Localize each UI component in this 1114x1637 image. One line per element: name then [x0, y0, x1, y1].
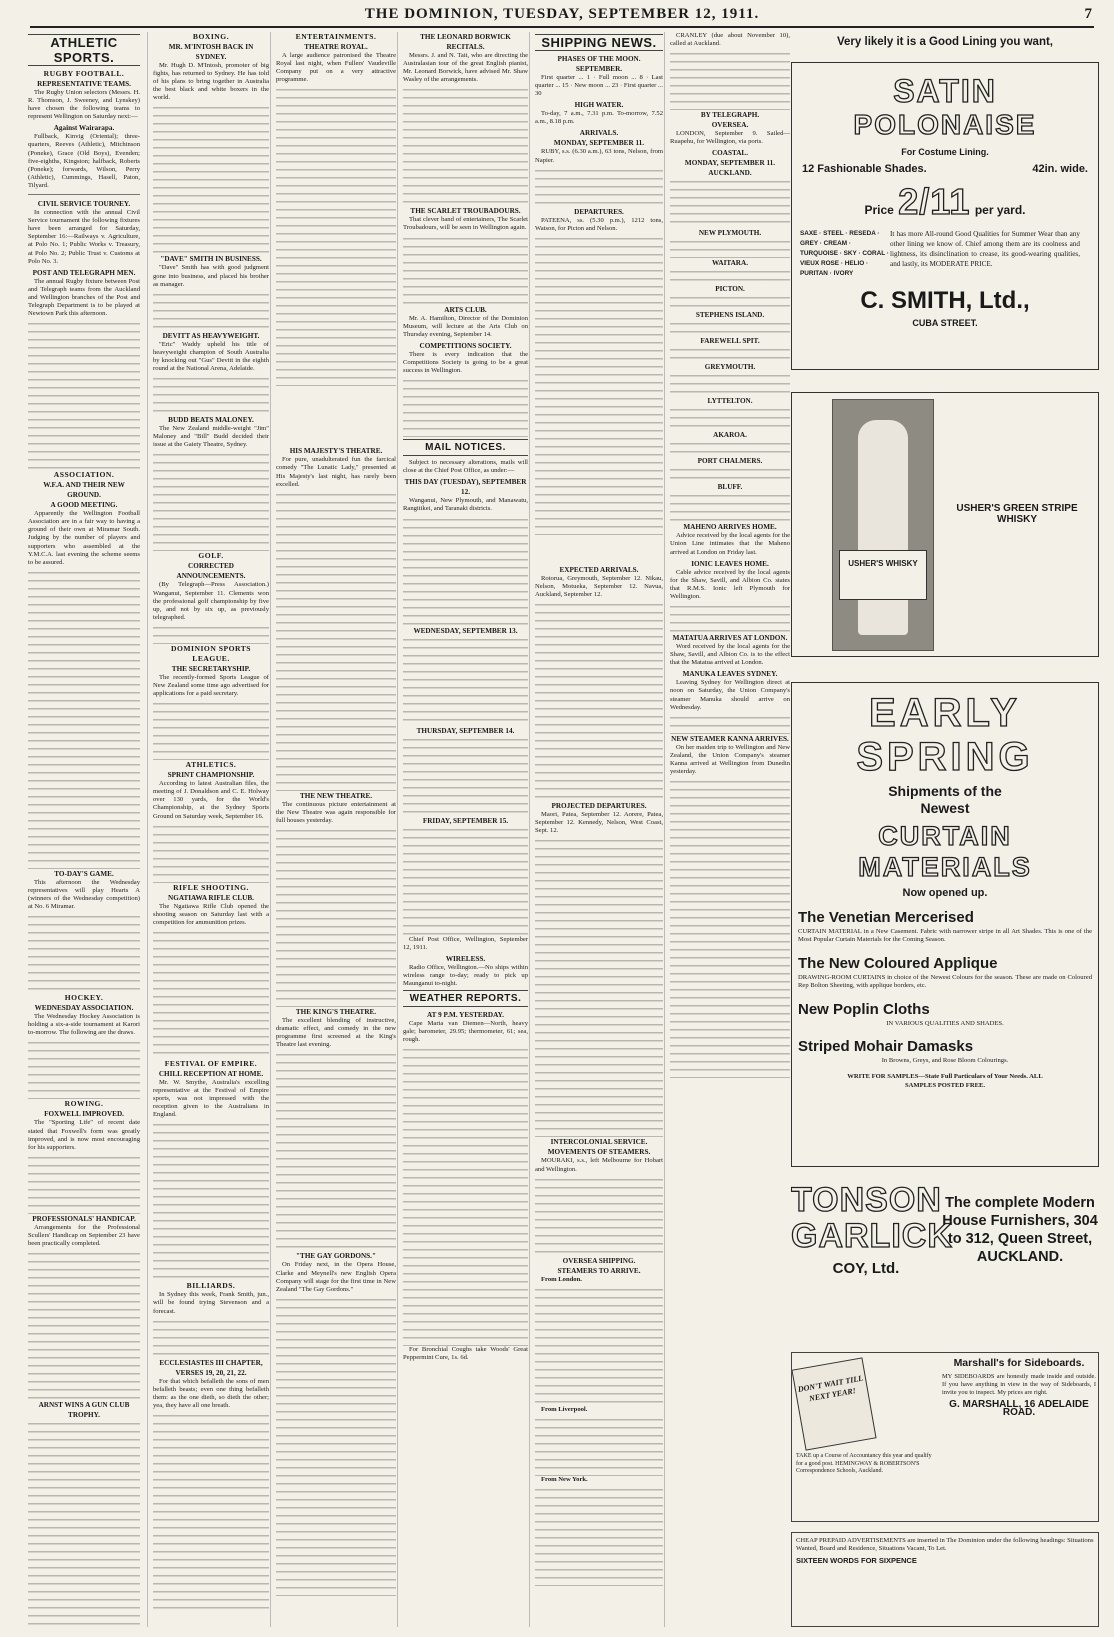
article-text: RUBY, s.s. (6.30 a.m.), 63 tons, Nelson, from Napier.	[535, 148, 663, 164]
ad-blurb: It has more All-round Good Qualities for Summer Wear than any other lining we know of. Chief among them are its coolness and lightness, its disinclination to crease, its good-wearing qualities, and lastly, its MODERATE PRICE.	[890, 230, 1080, 268]
text-block	[153, 1318, 269, 1358]
text-block	[670, 466, 790, 482]
text-block	[153, 291, 269, 331]
heading-theatre-royal: THEATRE ROYAL.	[304, 43, 368, 51]
subheading-port: STEPHENS ISLAND.	[695, 311, 765, 320]
article-text: CRANLEY (due about November 10), called at Auckland.	[670, 32, 790, 48]
article-text: According to latest Australian files, the meeting of J. Donaldson and C. E. Holway over 130 yards, for the World's Championship, at the Sydney Sports Ground on Saturday week, September 16.	[153, 780, 269, 820]
heading-at-9pm: AT 9 P.M. YESTERDAY.	[427, 1010, 504, 1019]
article-text: Advice received by the local agents for the Union Line intimates that the Maheno arrived at London on Friday last.	[670, 532, 790, 556]
subheading-origin: From New York.	[541, 1475, 588, 1483]
article-text: Mr. Hugh D. M'Intosh, promoter of big fights, has returned to Sydney. He has told of his plans to bring together in Australia the best black and white boxers in the world.	[153, 62, 269, 102]
ad-early: EARLY	[869, 691, 1021, 735]
text-block	[670, 346, 790, 362]
article-text: Leaving Sydney for Wellington direct at noon on Saturday, the Union Company's steamer Manuka should arrive on Wednesday.	[670, 679, 790, 711]
heading-association: ASSOCIATION.	[53, 470, 115, 480]
heading-high-water: HIGH WATER.	[574, 101, 624, 110]
text-block	[276, 1296, 396, 1596]
subheading-port: LYTTELTON.	[707, 397, 753, 406]
article-text: (By Telegraph—Press Association.) Wanganui, September 11. Clements won the professional golf championship by five up, and not by six up, as previously telegraphed.	[153, 581, 269, 621]
heading-departures: DEPARTURES.	[574, 207, 624, 216]
text-block	[276, 86, 396, 446]
heading-budd-maloney: BUDD BEATS MALONEY.	[168, 416, 254, 425]
article-text: On Friday next, in the Opera House, Clarke and Meynell's new English Opera Company will stage for the first time in New Zealand "The Gay Gordons."	[276, 1261, 396, 1293]
text-block	[403, 377, 528, 437]
heading-arrivals: ARRIVALS.	[579, 129, 619, 138]
ad-tonson-garlick-name	[791, 1181, 953, 1332]
subheading-port: AKAROA.	[713, 431, 747, 440]
calendar-text: DON'T WAIT TILL NEXT YEAR!	[797, 1373, 864, 1404]
article-text: Radio Office, Wellington.—No ships within wireless range to-day; ready to pick up Maunganui to-night.	[403, 963, 528, 987]
subheading-port: AUCKLAND.	[708, 169, 752, 178]
text-block	[403, 736, 528, 816]
ad-accountancy-text: TAKE up a Course of Accountancy this year and qualify for a good post. HEMINGWAY & ROBERTSON'S Correspondence Schools, Auckland.	[796, 1453, 932, 1474]
text-block	[28, 913, 140, 993]
subheading-port: PORT CHALMERS.	[697, 457, 763, 466]
text-block	[535, 1286, 663, 1406]
text-block	[535, 167, 663, 207]
masthead	[30, 6, 1094, 28]
heading-projected-departures: PROJECTED DEPARTURES.	[551, 802, 647, 811]
advertisements-column	[791, 32, 1099, 1627]
subheading: Against Wairarapa.	[53, 124, 115, 133]
text-block	[153, 1412, 269, 1612]
article-text: MOURAKI, s.s., left Melbourne for Hobart and Wellington.	[535, 1157, 663, 1173]
text-block	[670, 50, 790, 110]
ad-per-yard: per yard.	[974, 203, 1026, 217]
text-block	[670, 238, 790, 258]
column-4	[397, 32, 528, 1627]
heading-oversea-shipping: OVERSEA SHIPPING.	[562, 1256, 636, 1265]
bottle-label: USHER'S WHISKY	[839, 550, 927, 600]
divider	[28, 194, 140, 195]
article-text: Mr. W. Smythe, Australia's excelling representative at the Festival of Empire sports, was not impressed with the reception given to the Australians in England.	[153, 1078, 269, 1119]
article-text: LONDON, September 9. Sailed—Ruapehu, for Wellington, via ports.	[670, 130, 790, 146]
article-text: A large audience patronised the Theatre Royal last night, when Fullers' Vaudeville Company put on a very attractive programme.	[276, 52, 396, 84]
subheading-origin: From Liverpool.	[541, 1405, 588, 1413]
ad-garlick: GARLICK	[791, 1217, 953, 1255]
ad-accountancy-marshall	[791, 1352, 1099, 1522]
ad-tonson: TONSON	[791, 1181, 942, 1219]
heading-weather-reports: WEATHER REPORTS.	[403, 990, 528, 1007]
text-block	[153, 375, 269, 415]
text-block	[403, 235, 528, 305]
ad-tagline: Very likely it is a Good Lining you want,	[837, 36, 1053, 48]
ad-costume-lining: For Costume Lining.	[901, 147, 989, 157]
text-block	[670, 372, 790, 396]
subheading-port: FAREWELL SPIT.	[700, 337, 760, 346]
text-block	[670, 603, 790, 633]
article-text: For that which befalleth the sons of men befalleth beasts; even one thing befalleth them: as the one dieth, so dieth the other; yea, they have all one breath.	[153, 1377, 269, 1409]
heading-ngatiawa: NGATIAWA RIFLE CLUB.	[168, 893, 254, 902]
heading-entertainments: ENTERTAINMENTS.	[295, 32, 377, 41]
heading-scarlet-troubadours: THE SCARLET TROUBADOURS.	[410, 207, 521, 216]
ad-opened: Now opened up.	[902, 887, 988, 899]
article-text: Word received by the local agents for the Shaw, Savill, and Albion Co. is to the effect that the Matatua arrived at London.	[670, 643, 790, 667]
text-block	[670, 178, 790, 228]
subheading-port: GREYMOUTH.	[704, 363, 756, 372]
ad-marshall-name: G. MARSHALL, 16 ADELAIDE ROAD.	[949, 1399, 1089, 1418]
article-text: Messrs. J. and N. Tait, who are directing the Australasian tour of the great English pianist, Mr. Leonard Borwick, have advised Mr. Shaw Wasley of the arrangements.	[403, 52, 528, 84]
heading-coastal: COASTAL.	[711, 149, 748, 158]
text-block	[28, 320, 140, 470]
article-text: First quarter ... 1 · Full moon ... 8 · Last quarter ... 15 · New moon ... 23 · First quarter ... 30	[535, 74, 663, 98]
ad-applique: The New Coloured Applique	[798, 954, 998, 972]
ad-cheap-text: CHEAP PREPAID ADVERTISEMENTS are inserted in The Dominion under the following headings: Situations Wanted, Board and Residence, Situations Vacant, To Let.	[796, 1537, 1094, 1553]
text-block	[670, 714, 790, 734]
article-text: The Wednesday Hockey Association is holding a six-a-side tournament at Karori to-morrow. The following are the draws.	[28, 1013, 140, 1037]
text-block	[670, 440, 790, 456]
column-2	[147, 32, 269, 1627]
text-block	[670, 320, 790, 336]
ad-marshall	[942, 1357, 1096, 1417]
subheading-date: WEDNESDAY, SEPTEMBER 13.	[413, 626, 518, 635]
ad-venetian-text: CURTAIN MATERIAL in a New Casement. Fabric with narrower stripe in all Art Shades. This is one of the Most Popular Curtain Materials for the Coming Season.	[798, 928, 1092, 944]
article-text: Subject to necessary alterations, mails will close at the Chief Post Office, as under:—	[403, 459, 528, 475]
article-text: Mr. A. Hamilton, Director of the Dominion Museum, will lecture at the Arts Club on Thursday evening, September 14.	[403, 314, 528, 338]
ad-samples: WRITE FOR SAMPLES—State Full Particulars of Your Needs. ALL SAMPLES POSTED FREE.	[847, 1073, 1043, 1089]
text-block	[276, 1051, 396, 1251]
text-block	[153, 104, 269, 254]
heading-chill-reception: CHILL RECEPTION AT HOME.	[158, 1069, 264, 1078]
article-text: In connection with the annual Civil Service tournament the following fixtures have been arranged for Saturday, September 16:—Railways v. Agriculture, at Polo No. 1; Public Works v. Treasury, at Polo No. 2; Public Trust v. Customs at Polo No. 3.	[28, 209, 140, 265]
heading-festival-empire: FESTIVAL OF EMPIRE.	[164, 1058, 258, 1068]
masthead-title: THE DOMINION, TUESDAY, SEPTEMBER 12, 1911.	[364, 6, 760, 22]
heading-kanna: NEW STEAMER KANNA ARRIVES.	[671, 734, 789, 743]
subheading-month: SEPTEMBER.	[575, 65, 623, 73]
whisky-bottle-illustration	[832, 399, 934, 651]
heading-kings-theatre: THE KING'S THEATRE.	[295, 1008, 377, 1017]
column-5	[529, 32, 663, 1627]
bottle-icon	[858, 420, 908, 635]
heading-maheno: MAHENO ARRIVES HOME.	[683, 523, 777, 532]
article-text: The continuous picture entertainment at the New Theatre was again responsible for full houses yesterday.	[276, 800, 396, 824]
text-block	[670, 406, 790, 430]
article-text: That clever band of entertainers, The Scarlet Troubadours, will be seen in Wellington again.	[403, 216, 528, 232]
ad-spring: SPRING	[856, 735, 1034, 779]
text-block	[276, 827, 396, 1007]
heading-arts-club: ARTS CLUB.	[444, 305, 487, 314]
ad-shades: 12 Fashionable Shades.	[802, 163, 927, 175]
text-block	[535, 1176, 663, 1256]
subheading-date: FRIDAY, SEPTEMBER 15.	[422, 816, 509, 825]
text-block	[153, 1121, 269, 1281]
calendar-illustration	[791, 1357, 876, 1450]
heading-representative-teams: REPRESENTATIVE TEAMS.	[37, 80, 131, 88]
heading-civil-service: CIVIL SERVICE TOURNEY.	[37, 200, 131, 209]
article-text: The annual Rugby fixture between Post and Telegraph teams from the Auckland and Wellington branches of the Post and Telegraph Department is to be played at Newtown Park this afternoon.	[28, 277, 140, 318]
heading-golf: GOLF.	[198, 551, 224, 561]
ad-satin-polonaise	[791, 62, 1099, 370]
heading-phases-moon: PHASES OF THE MOON.	[557, 55, 641, 63]
heading-wfa: W.F.A. AND THEIR NEW GROUND.	[43, 481, 125, 500]
text-block	[670, 294, 790, 310]
heading-good-meeting: A GOOD MEETING.	[50, 501, 118, 510]
text-block	[28, 1250, 140, 1400]
text-block	[403, 636, 528, 726]
ad-price: 2/11	[898, 181, 971, 222]
subheading-port: PICTON.	[715, 285, 745, 294]
heading-rugby-football: RUGBY FOOTBALL.	[43, 69, 125, 78]
page-number: 7	[1084, 6, 1092, 22]
heading-corrected: CORRECTED ANNOUNCEMENTS.	[176, 562, 246, 581]
subheading-origin: From London.	[541, 1275, 582, 1283]
heading-by-telegraph: BY TELEGRAPH.	[700, 111, 760, 120]
subheading-port: BLUFF.	[717, 483, 743, 492]
text-block	[535, 235, 663, 565]
heading-ionic: IONIC LEAVES HOME.	[691, 559, 769, 568]
text-block	[670, 492, 790, 522]
heading-rifle-shooting: RIFLE SHOOTING.	[173, 882, 249, 892]
heading-steamers-to-arrive: STEAMERS TO ARRIVE.	[557, 1266, 641, 1275]
text-block	[535, 1486, 663, 1586]
heading-arnst: ARNST WINS A GUN CLUB TROPHY.	[38, 1401, 130, 1420]
text-block	[28, 1039, 140, 1099]
text-block	[28, 569, 140, 869]
heading-foxwell: FOXWELL IMPROVED.	[44, 1110, 124, 1119]
heading-new-theatre: THE NEW THEATRE.	[299, 791, 373, 800]
heading-intercolonial: INTERCOLONIAL SERVICE.	[550, 1138, 648, 1147]
heading-post-telegraph: POST AND TELEGRAPH MEN.	[32, 268, 136, 277]
subheading-date: MONDAY, SEPTEMBER 11.	[684, 159, 776, 168]
ad-whisky	[791, 392, 1099, 657]
heading-sprint: SPRINT CHAMPIONSHIP.	[167, 771, 255, 780]
column-3	[270, 32, 396, 1627]
heading-ecclesiastes: ECCLESIASTES III CHAPTER, VERSES 19, 20, 21, 22.	[159, 1358, 263, 1377]
article-text: Arrangements for the Professional Scullers' Handicap on September 23 have been practically completed.	[28, 1223, 140, 1248]
heading-borwick-recitals: THE LEONARD BORWICK RECITALS.	[420, 33, 511, 51]
ad-colour-list: SAXE · STEEL · RESEDA · GREY · CREAM · TURQUOISE · SKY · CORAL · VIEUX ROSE · HELIO · PURITAN · IVORY	[800, 230, 889, 277]
ad-damasks-text: In Browns, Greys, and Rose Bloom Colourings.	[881, 1057, 1009, 1065]
ad-shipments: Shipments of the Newest	[888, 783, 1002, 816]
heading-mail-notices: MAIL NOTICES.	[403, 439, 528, 456]
heading-mcintosh: MR. M'INTOSH BACK IN SYDNEY.	[168, 43, 254, 61]
ad-complete: The complete Modern House Furnishers, 304 to 312, Queen Street, AUCKLAND.	[942, 1195, 1098, 1265]
text-block	[403, 516, 528, 626]
text-block	[403, 1046, 528, 1346]
subheading-date: MONDAY, SEPTEMBER 11.	[553, 139, 645, 148]
article-text: "Eric" Waddy upheld his title of heavyweight champion of South Australia by knocking out "Gus" Devitt in the eighth round at the National Arena, Adelaide.	[153, 340, 269, 373]
article-text: The recently-formed Sports League of New Zealand some time ago advertised for applications for a paid secretary.	[153, 673, 269, 698]
text-block	[276, 491, 396, 791]
article-text: On her maiden trip to Wellington and New Zealand, the Union Company's steamer Kanna arrived at Wellington from Dunedin yesterday.	[670, 743, 790, 775]
heading-wireless: WIRELESS.	[445, 954, 486, 963]
ad-tonson-garlick	[791, 1182, 1099, 1332]
article-text: Wanganui, New Plymouth, and Manawatu, Rangitikei, and Taranaki districts.	[403, 497, 528, 513]
text-block	[670, 778, 790, 1178]
article-text: "Dave" Smith has with good judgment gone into business, and placed his brother as manager.	[153, 264, 269, 288]
ad-street: CUBA STREET.	[912, 318, 978, 328]
article-text: Cape Maria van Diemen—North, heavy gale; barometer, 29.95; thermometer, 61; sea, rough.	[403, 1019, 528, 1044]
heading-hockey: HOCKEY.	[64, 993, 104, 1003]
ad-whisky-caption: USHER'S GREEN STRIPE WHISKY	[956, 503, 1078, 525]
subheading-port: WAITARA.	[711, 259, 748, 268]
heading-billiards: BILLIARDS.	[186, 1281, 236, 1291]
ad-poplin: New Poplin Cloths	[798, 1000, 930, 1018]
heading-boxing: BOXING.	[192, 32, 230, 41]
ad-curtain: CURTAIN MATERIALS	[858, 821, 1032, 882]
text-block	[28, 1154, 140, 1214]
article-text: Apparently the Wellington Football Association are in a fair way to having a ground of their own at Miramar South. Judging by the number of players and supporters who assembled at the Y.M.C.A. last evening the scheme seems to be assured.	[28, 510, 140, 566]
article-text: PATEENA, ss. (5.30 p.m.), 1212 tons, Watson, for Picton and Nelson.	[535, 216, 663, 232]
heading-secretaryship: THE SECRETARYSHIP.	[171, 664, 251, 673]
text-block	[670, 268, 790, 284]
heading-shipping-news: SHIPPING NEWS.	[535, 34, 663, 51]
article-text: Fullback, Kinvig (Oriental); three-quarters, Reeves (Athletic), Mitchinson (Poneke), Grace (Old Boys), Evenden; five-eighths, Kingston; halfback, Roberts (Poneke); forwards, Wilson, Perry (Athletic), Cummings, Hasell, Paton, Tilyard.	[28, 133, 140, 189]
article-text: In Sydney this week, Frank Smith, jun., will be found trying Stevenson and a forecast.	[153, 1291, 269, 1315]
text-block	[153, 700, 269, 760]
article-text: To-day, 7 a.m., 7.31 p.m. To-morrow, 7.52 a.m., 8.18 p.m.	[535, 110, 663, 126]
ad-coy: COY, Ltd.	[832, 1260, 900, 1277]
ad-sixteen-words: SIXTEEN WORDS FOR SIXPENCE	[796, 1555, 917, 1565]
ad-prepaid	[791, 1532, 1099, 1627]
column-1	[28, 32, 140, 1627]
article-text: The Rugby Union selectors (Messrs. H. R. Thomson, J. Sweeney, and Lynskey) have chosen the following teams to represent Wellington on Saturday next:—	[28, 89, 140, 121]
text-block	[153, 624, 269, 644]
heading-wednesday-association: WEDNESDAY ASSOCIATION.	[34, 1004, 134, 1013]
heading-movements: MOVEMENTS OF STEAMERS.	[547, 1148, 651, 1157]
ad-satin: SATIN	[893, 73, 997, 109]
article-text: This afternoon the Wednesday representatives will play Hearts A (winners of the Wednesday competition) at No. 6 Miramar.	[28, 878, 140, 911]
article-text: For pure, unadulterated fun the farcical comedy "The Lunatic Lady," presented at His Majesty's last night, has rarely been excelled.	[276, 456, 396, 488]
heading-dominion-sports-league: DOMINION SPORTS LEAGUE.	[170, 643, 251, 663]
heading-oversea: OVERSEA.	[711, 121, 749, 130]
text-block	[153, 929, 269, 1059]
text-block	[535, 601, 663, 801]
subheading-date: THIS DAY (TUESDAY), SEPTEMBER 12.	[404, 478, 527, 497]
text-block	[535, 837, 663, 1137]
article-text: The "Sporting Life" of recent date stated that Foxwell's form was greatly improved, and is now most encouraging for his supporters.	[28, 1119, 140, 1151]
text-block	[28, 1420, 140, 1627]
heading-gay-gordons: "THE GAY GORDONS."	[296, 1252, 376, 1261]
text-block	[403, 826, 528, 936]
article-text: Cable advice received by the local agents for the Shaw, Savill, and Albion Co. states that R.M.S. Ionic left Plymouth for Wellington.	[670, 568, 790, 600]
heading-expected-arrivals: EXPECTED ARRIVALS.	[559, 565, 639, 574]
subheading-date: THURSDAY, SEPTEMBER 14.	[416, 726, 515, 735]
article-text: Chief Post Office, Wellington, September 12, 1911.	[403, 935, 528, 951]
heading-todays-game: TO-DAY'S GAME.	[54, 869, 114, 878]
ad-curtain-materials	[791, 682, 1099, 1167]
article-text: The excellent blending of instructive, dramatic effect, and comedy in the new programme first screened at the King's Theatre last evening.	[276, 1017, 396, 1049]
ad-applique-text: DRAWING-ROOM CURTAINS in choice of the Newest Colours for the season. These are made on Coloured Rep Bolton Sheeting, with applique borders, etc.	[798, 973, 1092, 990]
article-text: The New Zealand middle-weight "Jim" Maloney and "Bill" Budd decided their issue at the Gaiety Theatre, Sydney.	[153, 425, 269, 449]
heading-matatua: MATATUA ARRIVES AT LONDON.	[672, 634, 788, 643]
heading-devitt: DEVITT AS HEAVYWEIGHT.	[162, 331, 260, 340]
ad-poplin-text: IN VARIOUS QUALITIES AND SHADES.	[886, 1019, 1004, 1027]
article-text: For Bronchial Coughs take Woods' Great Peppermint Cure, 1s. 6d.	[403, 1346, 528, 1362]
ad-damasks: Striped Mohair Damasks	[798, 1038, 974, 1056]
ad-marshall-title: Marshall's for Sideboards.	[953, 1357, 1085, 1369]
subheading-port: NEW PLYMOUTH.	[698, 229, 762, 238]
article-text: The Ngatiawa Rifle Club opened the shooting season on Saturday last with a competition for ammunition prizes.	[153, 902, 269, 926]
ad-store-name: C. SMITH, Ltd.,	[860, 287, 1030, 314]
ad-width: 42in. wide.	[1032, 163, 1088, 175]
heading-manuka: MANUKA LEAVES SYDNEY.	[682, 670, 778, 679]
ad-venetian: The Venetian Mercerised	[798, 909, 974, 926]
text-block	[153, 823, 269, 883]
article-text: Rotorua, Greymouth, September 12. Nikau, Nelson, Motueka, September 12. Navua, Auckland, September 12.	[535, 574, 663, 599]
heading-rowing: ROWING.	[64, 1099, 104, 1109]
text-block	[153, 451, 269, 551]
heading-professionals: PROFESSIONALS' HANDICAP.	[32, 1214, 136, 1223]
article-text: Maori, Patea, September 12. Aorere, Patea, September 12. Kennedy, Nelson, West Coast, Sept. 12.	[535, 811, 663, 835]
text-block	[403, 86, 528, 206]
heading-dave-smith: "DAVE" SMITH IN BUSINESS.	[160, 255, 262, 264]
heading-athletics: ATHLETICS.	[185, 760, 237, 770]
article-text: There is every indication that the Competitions Society is going to be a great success in Wellington.	[403, 350, 528, 375]
ad-marshall-text: MY SIDEBOARDS are honestly made inside and outside. If you have anything in view in the way of Sideboards, I invite you to inspect. My prices are right.	[942, 1373, 1096, 1396]
heading-competitions-society: COMPETITIONS SOCIETY.	[419, 341, 512, 350]
column-6	[664, 32, 790, 1627]
heading-athletic-sports: ATHLETIC SPORTS.	[28, 34, 140, 66]
ad-polonaise: POLONAISE	[853, 109, 1037, 140]
ad-price-word: Price	[864, 203, 894, 217]
heading-his-majestys: HIS MAJESTY'S THEATRE.	[289, 447, 383, 456]
text-block	[535, 1416, 663, 1476]
